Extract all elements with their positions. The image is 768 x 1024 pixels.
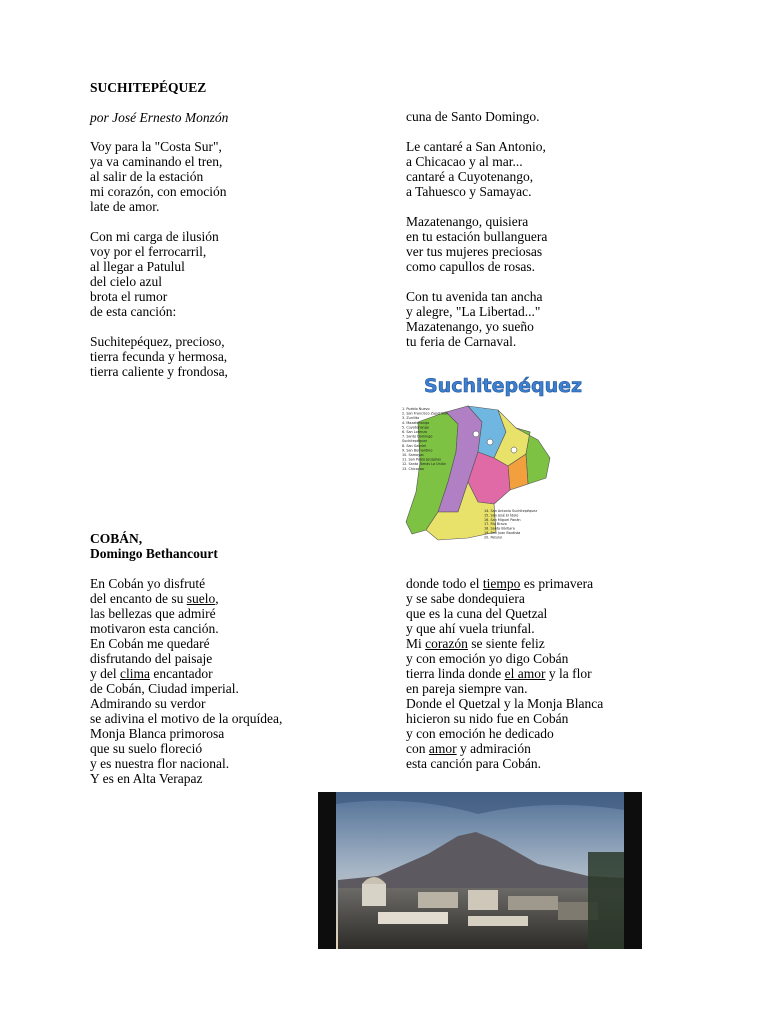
poem-line: tierra caliente y frondosa,: [90, 364, 228, 379]
poem-line: en tu estación bullanguera: [406, 229, 548, 244]
poem-line: [406, 591, 603, 606]
underlined-word: corazón: [425, 636, 468, 651]
legend-entry: Suchitepéquez: [402, 439, 428, 444]
poem2-right-column: [406, 576, 603, 771]
line-segment: En Cobán me quedaré: [90, 636, 210, 651]
poem-line: [406, 606, 603, 621]
line-segment: las bellezas que admiré: [90, 606, 216, 621]
legend-entry: 10. Samayac: [402, 453, 425, 457]
poem-line: como capullos de rosas.: [406, 259, 535, 274]
underlined-word: clima: [120, 666, 150, 681]
line-segment: que es la cuna del Quetzal: [406, 606, 548, 621]
poem-line: Con tu avenida tan ancha: [406, 289, 543, 304]
poem1-author: por José Ernesto Monzón: [90, 110, 229, 125]
poem-line: voy por el ferrocarril,: [90, 244, 207, 259]
poem1-stanza-left-3: [90, 334, 228, 379]
poem-line: [90, 771, 282, 786]
line-segment: y que ahí vuela triunfal.: [406, 621, 535, 636]
poem-line: [90, 576, 282, 591]
poem-line: a Tahuesco y Samayac.: [406, 184, 532, 199]
poem-line: al llegar a Patulul: [90, 259, 185, 274]
poem-line: [90, 606, 282, 621]
legend-entry: 18. Santa Bárbara: [484, 526, 515, 531]
poem-line: tierra fecunda y hermosa,: [90, 349, 228, 364]
poem-line: Mazatenango, yo sueño: [406, 319, 534, 334]
line-segment: del encanto de su: [90, 591, 187, 606]
poem-line: [90, 666, 282, 681]
line-segment: ,: [215, 591, 219, 606]
poem-line: [406, 621, 603, 636]
line-segment: es primavera: [520, 576, 594, 591]
map-svg: [398, 362, 583, 548]
poem1-stanza-right-3: [406, 214, 547, 274]
line-segment: que su suelo floreció: [90, 741, 203, 756]
poem-line: [406, 576, 603, 591]
poem-line: Le cantaré a San Antonio,: [406, 139, 546, 154]
legend-entry: 11. San Pablo Jocopilas: [402, 457, 442, 462]
legend-entry: 15. San José El Ídolo: [484, 513, 519, 518]
line-segment: encantador: [150, 666, 213, 681]
poem-line: tu feria de Carnaval.: [406, 334, 517, 349]
poem-line: del cielo azul: [90, 274, 162, 289]
line-segment: Donde el Quetzal y la Monja Blanca: [406, 696, 604, 711]
legend-entry: 12. Santa Tomás La Unión: [402, 462, 446, 467]
map-heading: Suchitepéquez: [424, 375, 583, 397]
line-segment: se siente feliz: [467, 636, 545, 651]
suchitepequez-map-image: [398, 362, 583, 548]
line-segment: y con emoción yo digo Cobán: [406, 651, 569, 666]
line-segment: tierra linda donde: [406, 666, 505, 681]
poem2-left-column: [90, 576, 282, 786]
line-segment: En Cobán yo disfruté: [90, 576, 206, 591]
poem2-title: COBÁN,: [90, 531, 143, 546]
line-segment: y es nuestra flor nacional.: [90, 756, 230, 771]
line-segment: Mi: [406, 636, 426, 651]
poem-line: cuna de Santo Domingo.: [406, 109, 540, 124]
poem-line: de esta canción:: [90, 304, 177, 319]
poem-line: cantaré a Cuyotenango,: [406, 169, 534, 184]
line-segment: esta canción para Cobán.: [406, 756, 541, 771]
poem-line: [90, 711, 282, 726]
poem-line: al salir de la estación: [90, 169, 204, 184]
line-segment: disfrutando del paisaje: [90, 651, 213, 666]
legend-entry: 13. Chicacao: [402, 466, 424, 471]
line-segment: con: [406, 741, 429, 756]
legend-entry: 14. San Antonio Suchitepéquez: [484, 509, 538, 513]
poem-line: [406, 741, 603, 756]
line-segment: donde todo el: [406, 576, 483, 591]
poem-line: [406, 651, 603, 666]
legend-entry: 5. Cuyotenango: [402, 425, 429, 430]
poem-line: [406, 726, 603, 741]
legend-entry: 6. San Lorenzo: [402, 430, 428, 434]
poem1-stanza-left-1: [90, 139, 226, 214]
poem-line: [90, 741, 282, 756]
poem2-author: Domingo Bethancourt: [90, 546, 218, 561]
poem-line: [90, 756, 282, 771]
line-segment: de Cobán, Ciudad imperial.: [90, 681, 239, 696]
poem-line: [406, 711, 603, 726]
line-segment: y con emoción he dedicado: [406, 726, 554, 741]
legend-entry: 4. Mazatenango: [402, 420, 430, 425]
poem1-stanza-left-2: [90, 229, 219, 319]
poem-line: [406, 696, 603, 711]
legend-entry: 9. San Bernardino: [402, 448, 433, 453]
line-segment: en pareja siempre van.: [406, 681, 528, 696]
line-segment: motivaron esta canción.: [90, 621, 219, 636]
poem-line: [90, 696, 282, 711]
poem-line: [90, 651, 282, 666]
legend-entry: 17. Río Bravo: [484, 522, 507, 527]
line-segment: se adivina el motivo de la orquídea,: [90, 711, 283, 726]
poem-line: [90, 591, 282, 606]
legend-entry: 3. Zunilito: [402, 416, 420, 421]
poem-line: late de amor.: [90, 199, 160, 214]
poem-line: ver tus mujeres preciosas: [406, 244, 543, 259]
legend-entry: 19. San Juan Bautista: [484, 531, 521, 535]
poem-line: [90, 681, 282, 696]
underlined-word: el amor: [504, 666, 546, 681]
underlined-word: amor: [428, 741, 457, 756]
line-segment: hicieron su nido fue en Cobán: [406, 711, 569, 726]
poem-line: [406, 681, 603, 696]
poem-line: [406, 756, 603, 771]
poem-line: mi corazón, con emoción: [90, 184, 227, 199]
poem-line: a Chicacao y al mar...: [406, 154, 523, 169]
poem-line: Voy para la "Costa Sur",: [90, 139, 222, 154]
line-segment: Y es en Alta Verapaz: [90, 771, 203, 786]
underlined-word: suelo: [186, 591, 216, 606]
photo-svg: [318, 792, 642, 949]
poem1-stanza-right-1: [406, 109, 539, 124]
legend-entry: 8. San Gabriel: [402, 443, 426, 448]
line-segment: y se sabe dondequiera: [406, 591, 525, 606]
poem1-title: SUCHITEPÉQUEZ: [90, 80, 207, 95]
legend-entry: 7. Santo Domingo: [402, 434, 433, 439]
poem1-stanza-right-4: [406, 289, 542, 349]
poem-line: [90, 726, 282, 741]
line-segment: y del: [90, 666, 120, 681]
poem-line: Mazatenango, quisiera: [406, 214, 529, 229]
line-segment: Monja Blanca primorosa: [90, 726, 225, 741]
line-segment: Admirando su verdor: [90, 696, 206, 711]
poem-line: [406, 666, 603, 681]
legend-entry: 16. San Miguel Panán: [484, 517, 521, 522]
poem-line: ya va caminando el tren,: [90, 154, 223, 169]
legend-entry: 20. Patulul: [484, 535, 502, 540]
line-segment: y la flor: [545, 666, 592, 681]
poem-line: y alegre, "La Libertad...": [406, 304, 541, 319]
poem-line: Con mi carga de ilusión: [90, 229, 219, 244]
poem-line: [406, 636, 603, 651]
map-legend-right: [484, 509, 537, 539]
poem-line: brota el rumor: [90, 289, 168, 304]
legend-entry: 1. Pueblo Nuevo: [402, 407, 430, 411]
line-segment: y admiración: [456, 741, 531, 756]
poem1-stanza-right-2: [406, 139, 546, 199]
poem-line: [90, 621, 282, 636]
coban-landscape-photo: [318, 792, 642, 949]
underlined-word: tiempo: [482, 576, 521, 591]
poem-line: Suchitepéquez, precioso,: [90, 334, 225, 349]
legend-entry: 2. San Francisco Zapotitlán: [402, 411, 449, 416]
poem-line: [90, 636, 282, 651]
